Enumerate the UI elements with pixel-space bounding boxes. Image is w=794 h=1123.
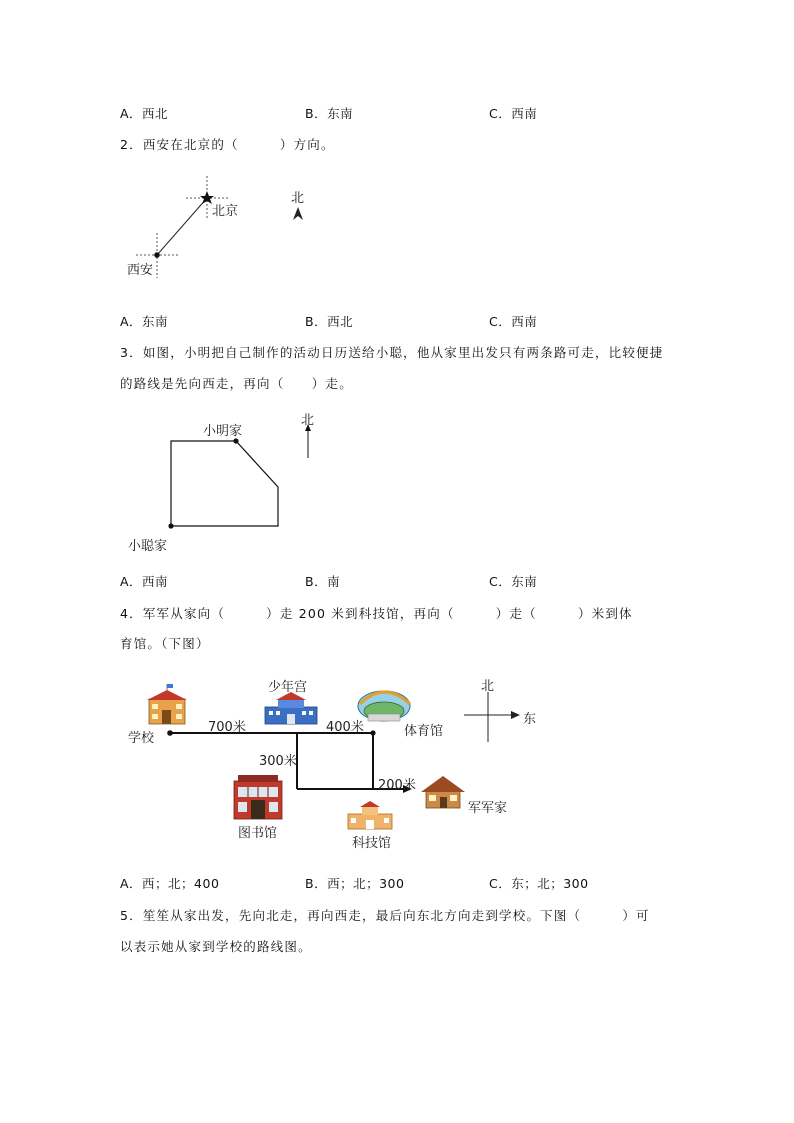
q4-option-a: A．西；北；400 — [120, 876, 220, 891]
q3-option-c: C．东南 — [489, 574, 538, 589]
gym-label: 体育馆 — [404, 724, 444, 739]
q5-stem-line2: 以表示她从家到学校的路线图。 — [120, 939, 312, 954]
xian-label: 西安 — [127, 263, 154, 278]
youth-palace-icon — [265, 692, 317, 724]
school-label: 学校 — [128, 731, 155, 746]
q5-stem-line1: 5．笙笙从家出发，先向北走，再向西走，最后向东北方向走到学校。下图（ ）可 — [120, 908, 650, 923]
east-label-q4: 东 — [523, 712, 537, 727]
q2-option-b: B．西北 — [305, 314, 354, 329]
q4-option-b: B．西；北；300 — [305, 876, 405, 891]
q4-stem-line1: 4．军军从家向（ ）走 200 米到科技馆，再向（ ）走（ ）米到体 — [120, 606, 633, 621]
gym-icon — [358, 691, 410, 721]
distance-200: 200米 — [378, 778, 416, 793]
north-label-q3: 北 — [301, 413, 315, 428]
science-museum-label: 科技馆 — [352, 836, 392, 851]
q3-option-a: A．西南 — [120, 574, 169, 589]
north-label-q4: 北 — [481, 679, 495, 694]
distance-300: 300米 — [259, 754, 297, 769]
library-label: 图书馆 — [238, 826, 278, 841]
q4-stem-line2: 育馆。（下图） — [120, 636, 210, 651]
q3-stem-line1: 3．如图，小明把自己制作的活动日历送给小聪，他从家里出发只有两条路可走，比较便捷 — [120, 345, 664, 360]
q1-option-b: B．东南 — [305, 106, 354, 121]
north-label-q2: 北 — [291, 191, 305, 206]
distance-700: 700米 — [208, 720, 246, 735]
q3-option-b: B．南 — [305, 574, 341, 589]
beijing-label: 北京 — [212, 204, 239, 219]
school-icon — [147, 684, 187, 724]
youth-palace-label: 少年宫 — [268, 680, 308, 695]
q2-option-a: A．东南 — [120, 314, 169, 329]
q3-stem-line2: 的路线是先向西走，再向（ ）走。 — [120, 376, 353, 391]
q1-option-c: C．西南 — [489, 106, 538, 121]
science-museum-icon — [348, 801, 392, 829]
q2-option-c: C．西南 — [489, 314, 538, 329]
junjun-home-label: 军军家 — [468, 801, 508, 816]
xiaoming-home-label: 小明家 — [203, 424, 243, 439]
distance-400: 400米 — [326, 720, 364, 735]
q2-stem: 2．西安在北京的（ ）方向。 — [120, 137, 335, 152]
library-icon — [234, 775, 282, 819]
q4-option-c: C．东；北；300 — [489, 876, 589, 891]
q1-option-a: A．西北 — [120, 106, 169, 121]
xiaocong-home-label: 小聪家 — [128, 539, 168, 554]
home-icon — [421, 776, 465, 808]
